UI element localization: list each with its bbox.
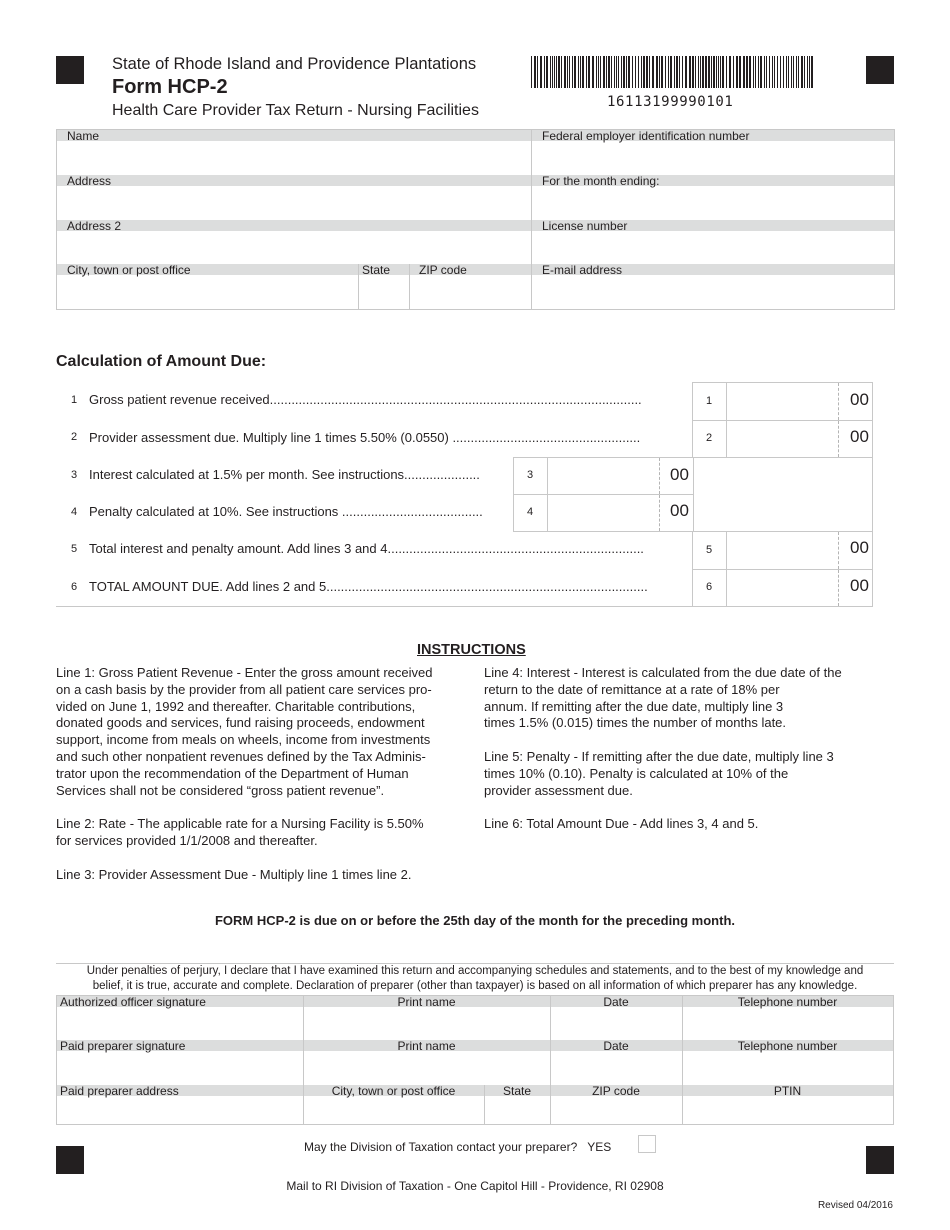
field-number: 2: [706, 432, 713, 444]
city-field[interactable]: [57, 276, 358, 310]
line-1-amount-field[interactable]: [692, 382, 873, 421]
preparer-state-label: State: [502, 1084, 532, 1098]
due-date-notice: FORM HCP-2 is due on or before the 25th day of the month for the preceding month.: [214, 913, 736, 928]
cents-value: 00: [850, 390, 869, 409]
ptin-field[interactable]: [683, 1096, 893, 1125]
form-subtitle: Health Care Provider Tax Return - Nursing Facilities: [112, 102, 479, 119]
field-number: 3: [527, 469, 534, 481]
date-label: Date: [603, 995, 629, 1009]
cents-value: 00: [850, 576, 869, 595]
city-label: City, town or post office: [67, 263, 191, 277]
instruction-line-6: Line 6: Total Amount Due - Add lines 3, 4 and 5.: [484, 816, 759, 831]
line-number: 3: [71, 469, 78, 481]
contact-preparer-question: May the Division of Taxation contact your preparer? YES: [304, 1140, 612, 1154]
line-number: 5: [71, 543, 78, 555]
state-name: State of Rhode Island and Providence Plantations: [112, 55, 477, 73]
ptin-label: PTIN: [773, 1084, 802, 1098]
month-ending-field[interactable]: [532, 187, 894, 220]
line-4-description: Penalty calculated at 10%. See instructions .......................................: [89, 504, 483, 519]
contact-preparer-checkbox[interactable]: [638, 1135, 656, 1153]
address-label: Address: [67, 174, 112, 188]
preparer-telephone-label: Telephone number: [737, 1039, 838, 1053]
preparer-address-label: Paid preparer address: [60, 1084, 179, 1098]
print-name-label: Print name: [397, 995, 456, 1009]
perjury-statement: Under penalties of perjury, I declare that I have examined this return and accompanying schedules and statements, and to the best of my knowledge and belief, it is true, accurate and complete. Declaration of preparer (other than taxpayer) is based on all information of which preparer has any knowledge.: [86, 965, 864, 992]
email-field[interactable]: [532, 276, 894, 310]
form-title: Form HCP-2: [112, 76, 228, 98]
officer-date-field[interactable]: [551, 1007, 682, 1040]
instruction-line-2: Line 2: Rate - The applicable rate for a Nursing Facility is 5.50% for services provided 1/1/2008 and thereafter.: [56, 816, 424, 848]
calc-bottom-rule: [56, 606, 692, 607]
line-number: 2: [71, 431, 78, 443]
yes-label: YES: [587, 1140, 612, 1154]
line-3-description: Interest calculated at 1.5% per month. See instructions.....................: [89, 467, 480, 482]
address2-label: Address 2: [67, 219, 122, 233]
line-4-amount-field[interactable]: [513, 494, 694, 532]
registration-mark-bottom-left: [56, 1146, 84, 1174]
cents-value: 00: [850, 538, 869, 557]
signature-section: [56, 995, 894, 1125]
license-label: License number: [542, 219, 628, 233]
telephone-label: Telephone number: [737, 995, 838, 1009]
barcode-number: 16113199990101: [607, 94, 734, 110]
mailing-address: Mail to RI Division of Taxation - One Capitol Hill - Providence, RI 02908: [286, 1179, 664, 1193]
preparer-city-label: City, town or post office: [331, 1084, 456, 1098]
name-label: Name: [67, 129, 100, 143]
instruction-line-5: Line 5: Penalty - If remitting after the due date, multiply line 3 times 10% (0.10). Penalty is calculated at 10% of the provider assessment due.: [484, 749, 834, 798]
field-number: 6: [706, 581, 713, 593]
line-number: 1: [71, 394, 78, 406]
instruction-line-3: Line 3: Provider Assessment Due - Multiply line 1 times line 2.: [56, 867, 412, 882]
barcode: [531, 56, 817, 88]
calculation-title: Calculation of Amount Due:: [56, 353, 267, 370]
email-label: E-mail address: [542, 263, 623, 277]
state-label: State: [362, 263, 391, 277]
line-1-description: Gross patient revenue received.......................................................................................................: [89, 392, 642, 407]
instruction-line-4: Line 4: Interest - Interest is calculated from the due date of the return to the date of remittance at a rate of 18% per annum. If remitting after the due date, multiply line 3 times 1.5% (0.015) times the number of months late.: [484, 665, 842, 731]
registration-mark-top-left: [56, 56, 84, 84]
line-6-amount-field[interactable]: [692, 569, 873, 607]
preparer-print-name-field[interactable]: [304, 1051, 550, 1085]
officer-signature-field[interactable]: [57, 1007, 303, 1040]
preparer-city-field[interactable]: [304, 1096, 484, 1125]
month-ending-label: For the month ending:: [542, 174, 660, 188]
line-number: 4: [71, 506, 78, 518]
name-field[interactable]: [57, 142, 531, 175]
lines-3-4-blank-area: [693, 457, 873, 532]
field-number: 5: [706, 544, 713, 556]
line-5-amount-field[interactable]: [692, 531, 873, 570]
preparer-signature-label: Paid preparer signature: [60, 1039, 186, 1053]
preparer-address-field[interactable]: [57, 1096, 303, 1125]
preparer-telephone-field[interactable]: [683, 1051, 893, 1085]
line-5-description: Total interest and penalty amount. Add lines 3 and 4.......................................................................: [89, 541, 644, 556]
preparer-zip-field[interactable]: [551, 1096, 682, 1125]
cents-value: 00: [670, 465, 689, 484]
line-number: 6: [71, 581, 78, 593]
taxpayer-info-section: [56, 129, 895, 310]
zip-field[interactable]: [410, 276, 531, 310]
line-2-description: Provider assessment due. Multiply line 1 times 5.50% (0.0550) ....................................................: [89, 430, 641, 445]
preparer-state-field[interactable]: [485, 1096, 550, 1125]
address-field[interactable]: [57, 187, 531, 220]
line-6-description: TOTAL AMOUNT DUE. Add lines 2 and 5.........................................................................................: [89, 579, 648, 594]
cents-value: 00: [670, 501, 689, 520]
instructions-title: INSTRUCTIONS: [417, 642, 526, 658]
zip-label: ZIP code: [419, 263, 467, 277]
preparer-date-field[interactable]: [551, 1051, 682, 1085]
field-number: 4: [527, 506, 534, 518]
fein-label: Federal employer identification number: [542, 129, 750, 143]
cents-value: 00: [850, 427, 869, 446]
preparer-date-label: Date: [603, 1039, 629, 1053]
state-field[interactable]: [359, 276, 409, 310]
preparer-signature-field[interactable]: [57, 1051, 303, 1085]
license-field[interactable]: [532, 232, 894, 264]
officer-print-name-field[interactable]: [304, 1007, 550, 1040]
preparer-print-name-label: Print name: [397, 1039, 456, 1053]
instruction-line-1: Line 1: Gross Patient Revenue - Enter the gross amount received on a cash basis by the provider from all patient care services pro- vided on June 1, 1992 and thereafter. Charitable contributions, donated goods and services, fund raising proceeds, endowment support, income from meals on wheels, income from investments and such other nonpatient revenues defined by the Tax Adminis- trator upon the recommendation of the Department of Human Services shall not be considered “gross patient revenue”.: [56, 665, 433, 798]
revision-date: Revised 04/2016: [817, 1200, 893, 1211]
field-number: 1: [706, 395, 713, 407]
registration-mark-bottom-right: [866, 1146, 894, 1174]
address2-field[interactable]: [57, 232, 531, 264]
preparer-zip-label: ZIP code: [592, 1084, 640, 1098]
officer-signature-label: Authorized officer signature: [60, 995, 206, 1009]
registration-mark-top-right: [866, 56, 894, 84]
line-2-amount-field[interactable]: [692, 420, 873, 458]
fein-field[interactable]: [532, 142, 894, 175]
line-3-amount-field[interactable]: [513, 457, 694, 495]
officer-telephone-field[interactable]: [683, 1007, 893, 1040]
